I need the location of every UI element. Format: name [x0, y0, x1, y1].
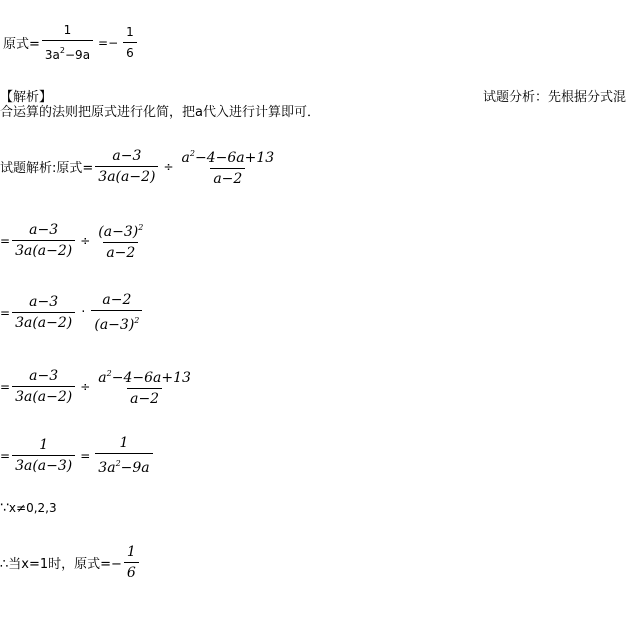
- because-symbol: ∵: [0, 500, 9, 516]
- step1-label: 试题解析:原式=: [0, 161, 94, 176]
- divide-sign: ÷: [80, 379, 91, 394]
- step3-fraction-1: $\frac{a-3}{3a(a-2)}$: [12, 294, 75, 331]
- step1-fraction-2: $\frac{a^2-4-6a+13}{a-2}$: [181, 149, 275, 187]
- step1-fraction-1: $\frac{a-3}{3a(a-2)}$: [95, 148, 158, 185]
- therefore-text: ∴当x=1时，原式=−: [0, 557, 122, 572]
- analysis-hint-line2: 合运算的法则把原式进行化简，把a代入进行计算即可．: [0, 105, 320, 120]
- therefore-line: [0, 544, 141, 581]
- step-4: = $\frac{a-3}{3a(a-2)}$ ÷ $\frac{a^2-4-6a+13}{a-2}$: [0, 366, 196, 407]
- step2-fraction-1: $\frac{a-3}{3a(a-2)}$: [12, 222, 75, 259]
- step4-fraction-2: $\frac{a^2-4-6a+13}{a-2}$: [98, 369, 191, 407]
- answer-fraction-2: $\frac{1}{6}$: [123, 24, 137, 61]
- step5-fraction-1: $\frac{1}{3a(a-3)}$: [12, 437, 75, 474]
- answer-label: 原式=: [3, 37, 40, 52]
- step-2: = $\frac{a-3}{3a(a-2)}$ ÷ $\frac{(a-3)^2}{a-2}$: [0, 220, 148, 261]
- step3-fraction-2: $\frac{a-2}{(a-3)^2}$: [91, 292, 142, 333]
- step-3: = $\frac{a-3}{3a(a-2)}$ · $\frac{a-2}{(a-3)^2}$: [0, 292, 144, 333]
- answer-equals: =−: [98, 35, 119, 50]
- answer-line: [3, 22, 139, 63]
- step4-fraction-1: $\frac{a-3}{3a(a-2)}$: [12, 368, 75, 405]
- analysis-hint-right: 试题分析：先根据分式混: [482, 90, 626, 105]
- final-fraction: $\frac{1}{6}$: [124, 544, 139, 581]
- divide-sign: ÷: [163, 159, 174, 174]
- analysis-title: 【解析】: [0, 90, 53, 105]
- condition-text: x≠0,2,3: [8, 501, 57, 515]
- divide-sign: ÷: [80, 233, 91, 248]
- answer-fraction-1: $\frac{1}{3a^2-9a}$: [42, 22, 93, 63]
- step-5: = $\frac{1}{3a(a-3)}$ = $\frac{1}{3a^2-9a}$: [0, 435, 155, 476]
- step-1: [0, 146, 279, 187]
- multiply-dot: ·: [81, 305, 86, 320]
- step5-fraction-2: $\frac{1}{3a^2-9a}$: [95, 435, 152, 476]
- because-line: [0, 500, 57, 516]
- step2-fraction-2: $\frac{(a-3)^2}{a-2}$: [98, 223, 144, 261]
